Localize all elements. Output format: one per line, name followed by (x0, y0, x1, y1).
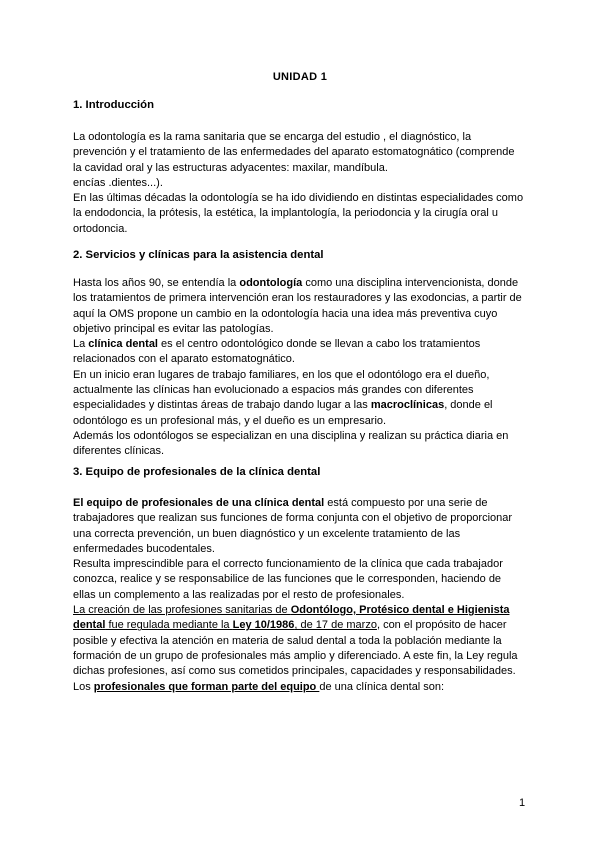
s3-line: ellas un complemento a las realizadas por el resto de profesionales. (73, 588, 405, 601)
s2-line: los tratamientos de primera intervención eran los restauradores y las exodoncias, a partir de (73, 292, 522, 305)
s2-line: objetivo principal es evitar las patologías. (73, 322, 274, 335)
s1-line: encías .dientes...). (73, 176, 163, 189)
s2-line: Además los odontólogos se especializan en una disciplina y realizan su práctica diaria en (73, 429, 509, 442)
s1-line: la cavidad oral y las estructuras adyacentes: maxilar, mandíbula. (73, 161, 388, 174)
s3-line: posible y efectiva la atención en materia de salud dental a toda la población mediante la (73, 634, 502, 647)
s2-line: diferentes clínicas. (73, 445, 165, 458)
section-3-heading: 3. Equipo de profesionales de la clínica dental (73, 466, 321, 478)
s3-line: dental fue regulada mediante la Ley 10/1986, de 17 de marzo, con el propósito de hacer (73, 619, 507, 632)
term-macroclinicas: macroclínicas (370, 399, 445, 412)
term-profesionales-equipo: profesionales que forman parte del equipo (93, 680, 320, 693)
page-number: 1 (519, 797, 526, 809)
term-equipo: El equipo de profesionales de una clínica dental (73, 497, 325, 509)
section-1-body (73, 130, 525, 237)
s2-line: actualmente las clínicas han evolucionado a espacios más grandes con diferentes (73, 384, 474, 397)
section-2-heading: 2. Servicios y clínicas para la asistencia dental (73, 249, 324, 261)
s3-line: dichas profesiones, así como sus cometidos principales, capacidades y responsabilidades. (73, 665, 516, 678)
s3-line: La creación de las profesiones sanitarias de Odontólogo, Protésico dental e Higienista (73, 604, 510, 617)
term-ley: Ley 10/1986 (232, 619, 295, 632)
s1-line: La odontología es la rama sanitaria que se encarga del estudio , el diagnóstico, la (73, 131, 472, 143)
s1-line: ortodoncia. (73, 222, 128, 235)
unit-title: UNIDAD 1 (272, 71, 328, 83)
s3-line: conozca, realice y se responsabilice de las funciones que le corresponden, haciendo de (73, 573, 502, 586)
s2-line: especialidades y distintas áreas de trabajo dando lugar a las macroclínicas, donde el (73, 399, 493, 412)
s1-line: En las últimas décadas la odontología se ha ido dividiendo en distintas especialidades como (73, 192, 524, 205)
term-clinica-dental: clínica dental (88, 338, 158, 351)
term-profesiones: Odontólogo, Protésico dental e Higienista (290, 604, 510, 617)
s2-line: En un inicio eran lugares de trabajo familiares, en los que el odontólogo era el dueño, (73, 368, 490, 381)
section-2-body (73, 276, 525, 460)
s3-line: trabajadores que realizan sus funciones de forma conjunta con el objetivo de proporcionar (73, 512, 513, 525)
s3-line: una correcta prevención, un buen diagnóstico y un excelente tratamiento de las (73, 527, 461, 540)
s2-line: La clínica dental es el centro odontológico donde se llevan a cabo los tratamientos (73, 338, 481, 351)
s3-line: Los profesionales que forman parte del equipo de una clínica dental son: (73, 680, 445, 693)
section-1-heading: 1. Introducción (73, 99, 154, 111)
s1-line: prevención y el tratamiento de las enfermedades del aparato estomatognático (comprende (73, 146, 515, 159)
s3-line: El equipo de profesionales de una clínica dental está compuesto por una serie de (73, 497, 488, 509)
s2-line: aquí la OMS propone un cambio en la odontología hacia una idea más preventiva cuyo (73, 307, 498, 320)
s2-line: Hasta los años 90, se entendía la odontología como una disciplina intervencionista, donde (73, 277, 519, 289)
s3-line: formación de un grupo de profesionales más amplio y diferenciado. A este fin, la Ley regula (73, 649, 518, 662)
s2-line: relacionados con el aparato estomatognático. (73, 353, 295, 366)
s2-line: odontólogo es un profesional más, y el dueño es un empresario. (73, 414, 387, 427)
section-3-body (73, 496, 525, 695)
s3-line: enfermedades bucodentales. (73, 542, 215, 555)
s1-line: la endodoncia, la prótesis, la estética, la implantología, la periodoncia y la cirugía oral u (73, 207, 498, 220)
s3-line: Resulta imprescindible para el correcto funcionamiento de la clínica que cada trabajador (73, 558, 503, 571)
term-odontologia: odontología (239, 277, 303, 289)
